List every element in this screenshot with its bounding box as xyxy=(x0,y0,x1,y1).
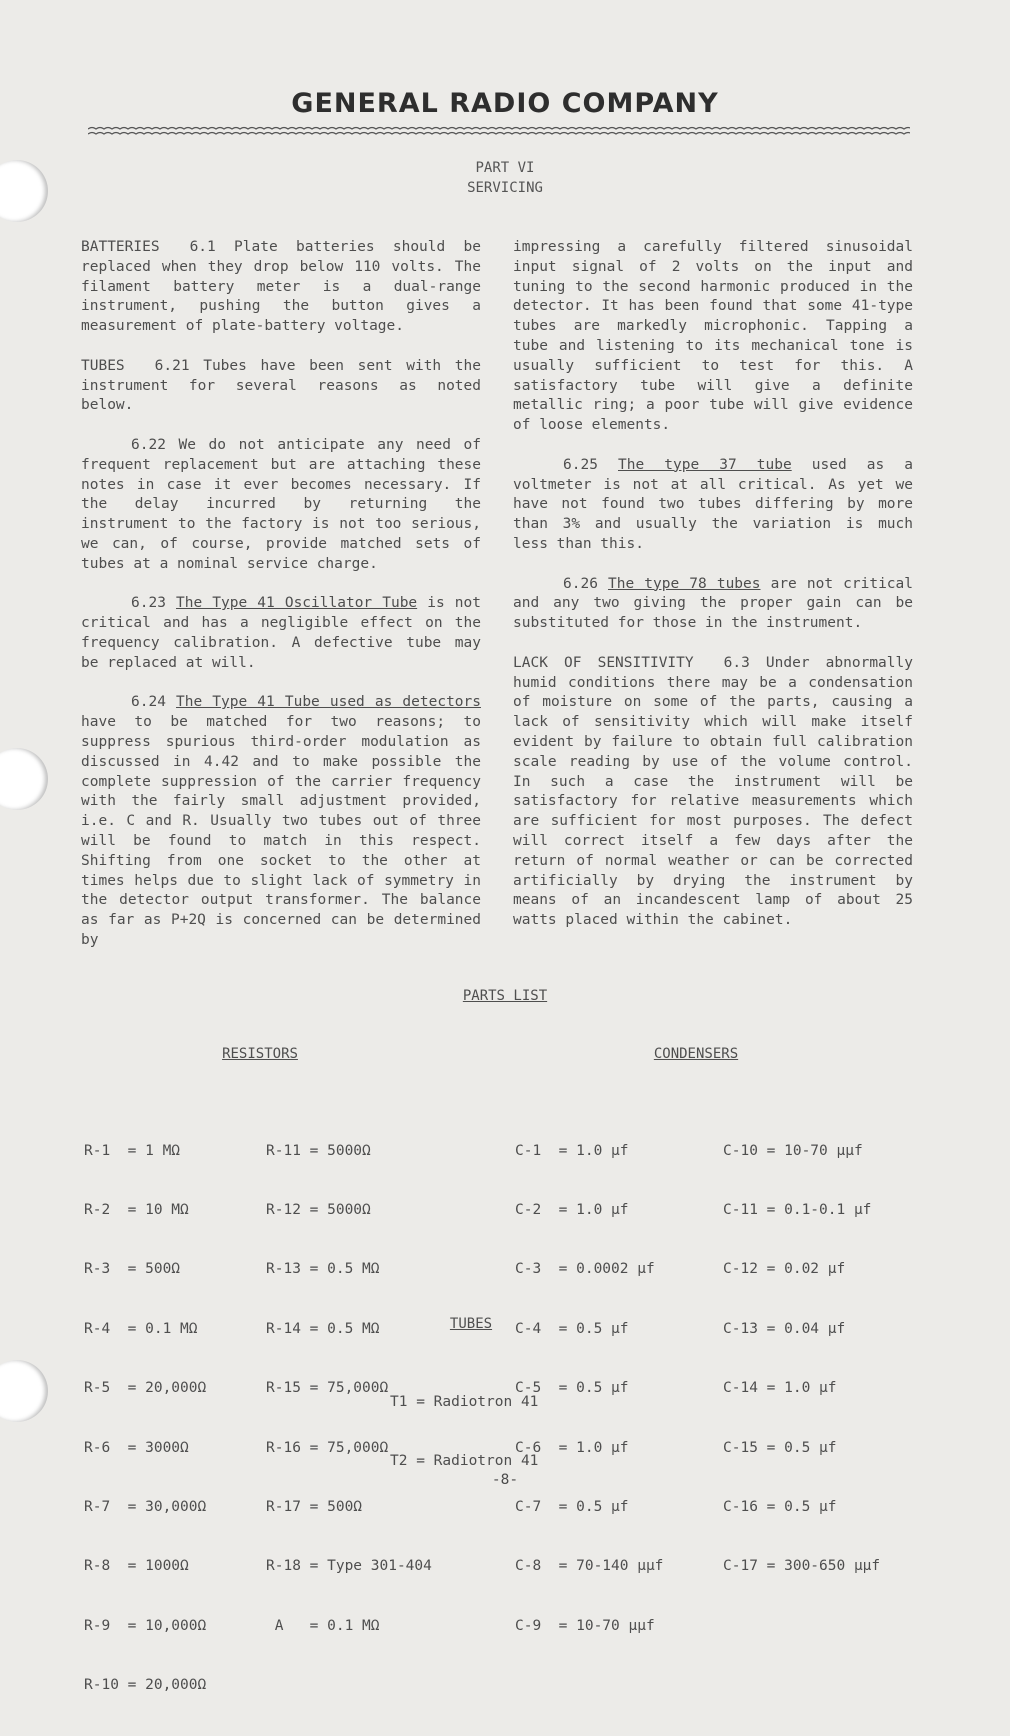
section-heading xyxy=(0,158,1010,198)
condensers-list-2 xyxy=(723,1102,880,1617)
tubes-heading: TUBES xyxy=(449,1316,493,1332)
p623-title: The Type 41 Oscillator Tube xyxy=(176,595,418,612)
p626-title: The type 78 tubes xyxy=(608,575,761,592)
list-item: A = 0.1 MΩ xyxy=(266,1617,380,1634)
sensitivity-label: LACK OF SENSITIVITY xyxy=(513,654,694,671)
list-item: R-16 = 75,000Ω xyxy=(266,1439,389,1456)
list-item: R-14 = 0.5 MΩ xyxy=(266,1320,380,1337)
part-number: PART VI xyxy=(475,160,535,176)
list-item: R-17 = 500Ω xyxy=(266,1498,363,1515)
list-item: C-2 = 1.0 μf xyxy=(515,1201,629,1218)
binder-hole-middle xyxy=(0,748,48,810)
list-item: C-11 = 0.1-0.1 μf xyxy=(723,1201,872,1218)
paragraph-6-22: 6.22 We do not anticipate any need of frequent replacement but are attaching these notes in case it ever becomes necessary. If the delay incurred by returning the instrument to the factory is not too serious, we can, of course, provide matched sets of tubes at a nominal service charge. xyxy=(81,436,481,572)
list-item: R-2 = 10 MΩ xyxy=(84,1201,189,1218)
resistors-list-1 xyxy=(84,1102,206,1736)
list-item: R-11 = 5000Ω xyxy=(266,1142,371,1159)
resistors-heading: RESISTORS xyxy=(222,1046,298,1062)
list-item: C-17 = 300-650 μμf xyxy=(723,1558,881,1575)
list-item: R-15 = 75,000Ω xyxy=(266,1380,389,1397)
sensitivity-paragraph: LACK OF SENSITIVITY 6.3 Under abnormally humid conditions there may be a condensation of moisture on some of the parts, causing a lack of sensitivity which will make itself evident by failure to obtain full calibration scale reading by use of the volume control. In such a case the instrument will be satisfactory for relative measurements which are sufficient for most purposes. The defect will correct itself a few days after the return of normal weather or can be corrected artificially by drying the instrument by means of an incandescent lamp of about 25 watts placed within the cabinet. xyxy=(513,654,913,929)
paragraph-6-26: 6.26 The type 78 tubes are not critical and any two giving the proper gain can be substituted for those in the instrument. xyxy=(513,575,913,632)
list-item: C-10 = 10-70 μμf xyxy=(723,1142,863,1159)
list-item: C-5 = 0.5 μf xyxy=(515,1380,629,1397)
list-item: R-5 = 20,000Ω xyxy=(84,1380,207,1397)
list-item: R-3 = 500Ω xyxy=(84,1261,181,1278)
tubes-label: TUBES xyxy=(81,357,125,374)
batteries-paragraph: BATTERIES 6.1 Plate batteries should be replaced when they drop below 110 volts. The filament battery meter is a dual-range instrument, pushing the button gives a measurement of plate-battery voltage. xyxy=(81,239,481,335)
list-item: C-8 = 70-140 μμf xyxy=(515,1558,664,1575)
left-column xyxy=(81,238,481,970)
condensers-heading: CONDENSERS xyxy=(653,1046,739,1062)
list-item: R-12 = 5000Ω xyxy=(266,1201,371,1218)
list-item: C-12 = 0.02 μf xyxy=(723,1261,846,1278)
paragraph-6-24: 6.24 The Type 41 Tube used as detectors have to be matched for two reasons; to suppress spurious third-order modulation as discussed in 4.42 and to make possible the complete suppression of the carrier frequency with the fairly small adjustment provided, i.e. C and R. Usually two tubes out of three will be found to match in this respect. Shifting from one socket to the other at times helps due to slight lack of symmetry in the detector output transformer. The balance as far as P+2Q is concerned can be determined by xyxy=(81,694,481,948)
page-number: -8- xyxy=(491,1472,519,1488)
list-item: R-1 = 1 MΩ xyxy=(84,1142,181,1159)
paragraph-6-24-continued: impressing a carefully filtered sinusoidal input signal of 2 volts on the input and tuning to the second harmonic produced in the detector. It has been found that some 41-type tubes are markedly microphonic. Tapping a tube and listening to its mechanical tone is usually sufficient to test for this. A satisfactory tube will give a definite metallic ring; a poor tube will give evidence of loose elements. xyxy=(513,239,913,434)
paragraph-6-25: 6.25 The type 37 tube used as a voltmeter is not at all critical. As yet we have not found two tubes differing by more than 3% and usually the variation is much less than this. xyxy=(513,456,914,552)
list-item: C-14 = 1.0 μf xyxy=(723,1380,837,1397)
list-item: C-15 = 0.5 μf xyxy=(723,1439,837,1456)
list-item: R-18 = Type 301-404 xyxy=(266,1558,432,1575)
list-item: T2 = Radiotron 41 xyxy=(390,1452,539,1469)
list-item: C-13 = 0.04 μf xyxy=(723,1320,846,1337)
list-item: C-1 = 1.0 μf xyxy=(515,1142,629,1159)
p624-title: The Type 41 Tube used as detectors xyxy=(176,694,481,711)
list-item: C-9 = 10-70 μμf xyxy=(515,1617,655,1634)
company-header: GENERAL RADIO COMPANY xyxy=(291,88,719,119)
header-wavy-rule xyxy=(88,125,910,137)
list-item: C-4 = 0.5 μf xyxy=(515,1320,629,1337)
p625-title: The type 37 tube xyxy=(618,456,792,473)
tubes-paragraph: TUBES 6.21 Tubes have been sent with the instrument for several reasons as noted below. xyxy=(81,357,481,414)
right-column xyxy=(513,238,913,951)
batteries-label: BATTERIES xyxy=(81,239,160,255)
paragraph-6-23: 6.23 The Type 41 Oscillator Tube is not critical and has a negligible effect on the frequency calibration. A defective tube may be replaced at will. xyxy=(81,595,481,671)
list-item: R-13 = 0.5 MΩ xyxy=(266,1261,380,1278)
list-item: C-6 = 1.0 μf xyxy=(515,1439,629,1456)
list-item: R-6 = 3000Ω xyxy=(84,1439,189,1456)
section-title: SERVICING xyxy=(467,180,543,196)
list-item: T1 = Radiotron 41 xyxy=(390,1393,539,1410)
parts-list-title: PARTS LIST xyxy=(462,988,548,1004)
list-item: C-16 = 0.5 μf xyxy=(723,1498,837,1515)
list-item: R-10 = 20,000Ω xyxy=(84,1677,207,1694)
list-item: C-7 = 0.5 μf xyxy=(515,1498,629,1515)
list-item: R-8 = 1000Ω xyxy=(84,1558,189,1575)
list-item: C-3 = 0.0002 μf xyxy=(515,1261,655,1278)
list-item: R-4 = 0.1 MΩ xyxy=(84,1320,198,1337)
binder-hole-bottom xyxy=(0,1360,48,1422)
list-item: R-7 = 30,000Ω xyxy=(84,1498,207,1515)
list-item: R-9 = 10,000Ω xyxy=(84,1617,207,1634)
